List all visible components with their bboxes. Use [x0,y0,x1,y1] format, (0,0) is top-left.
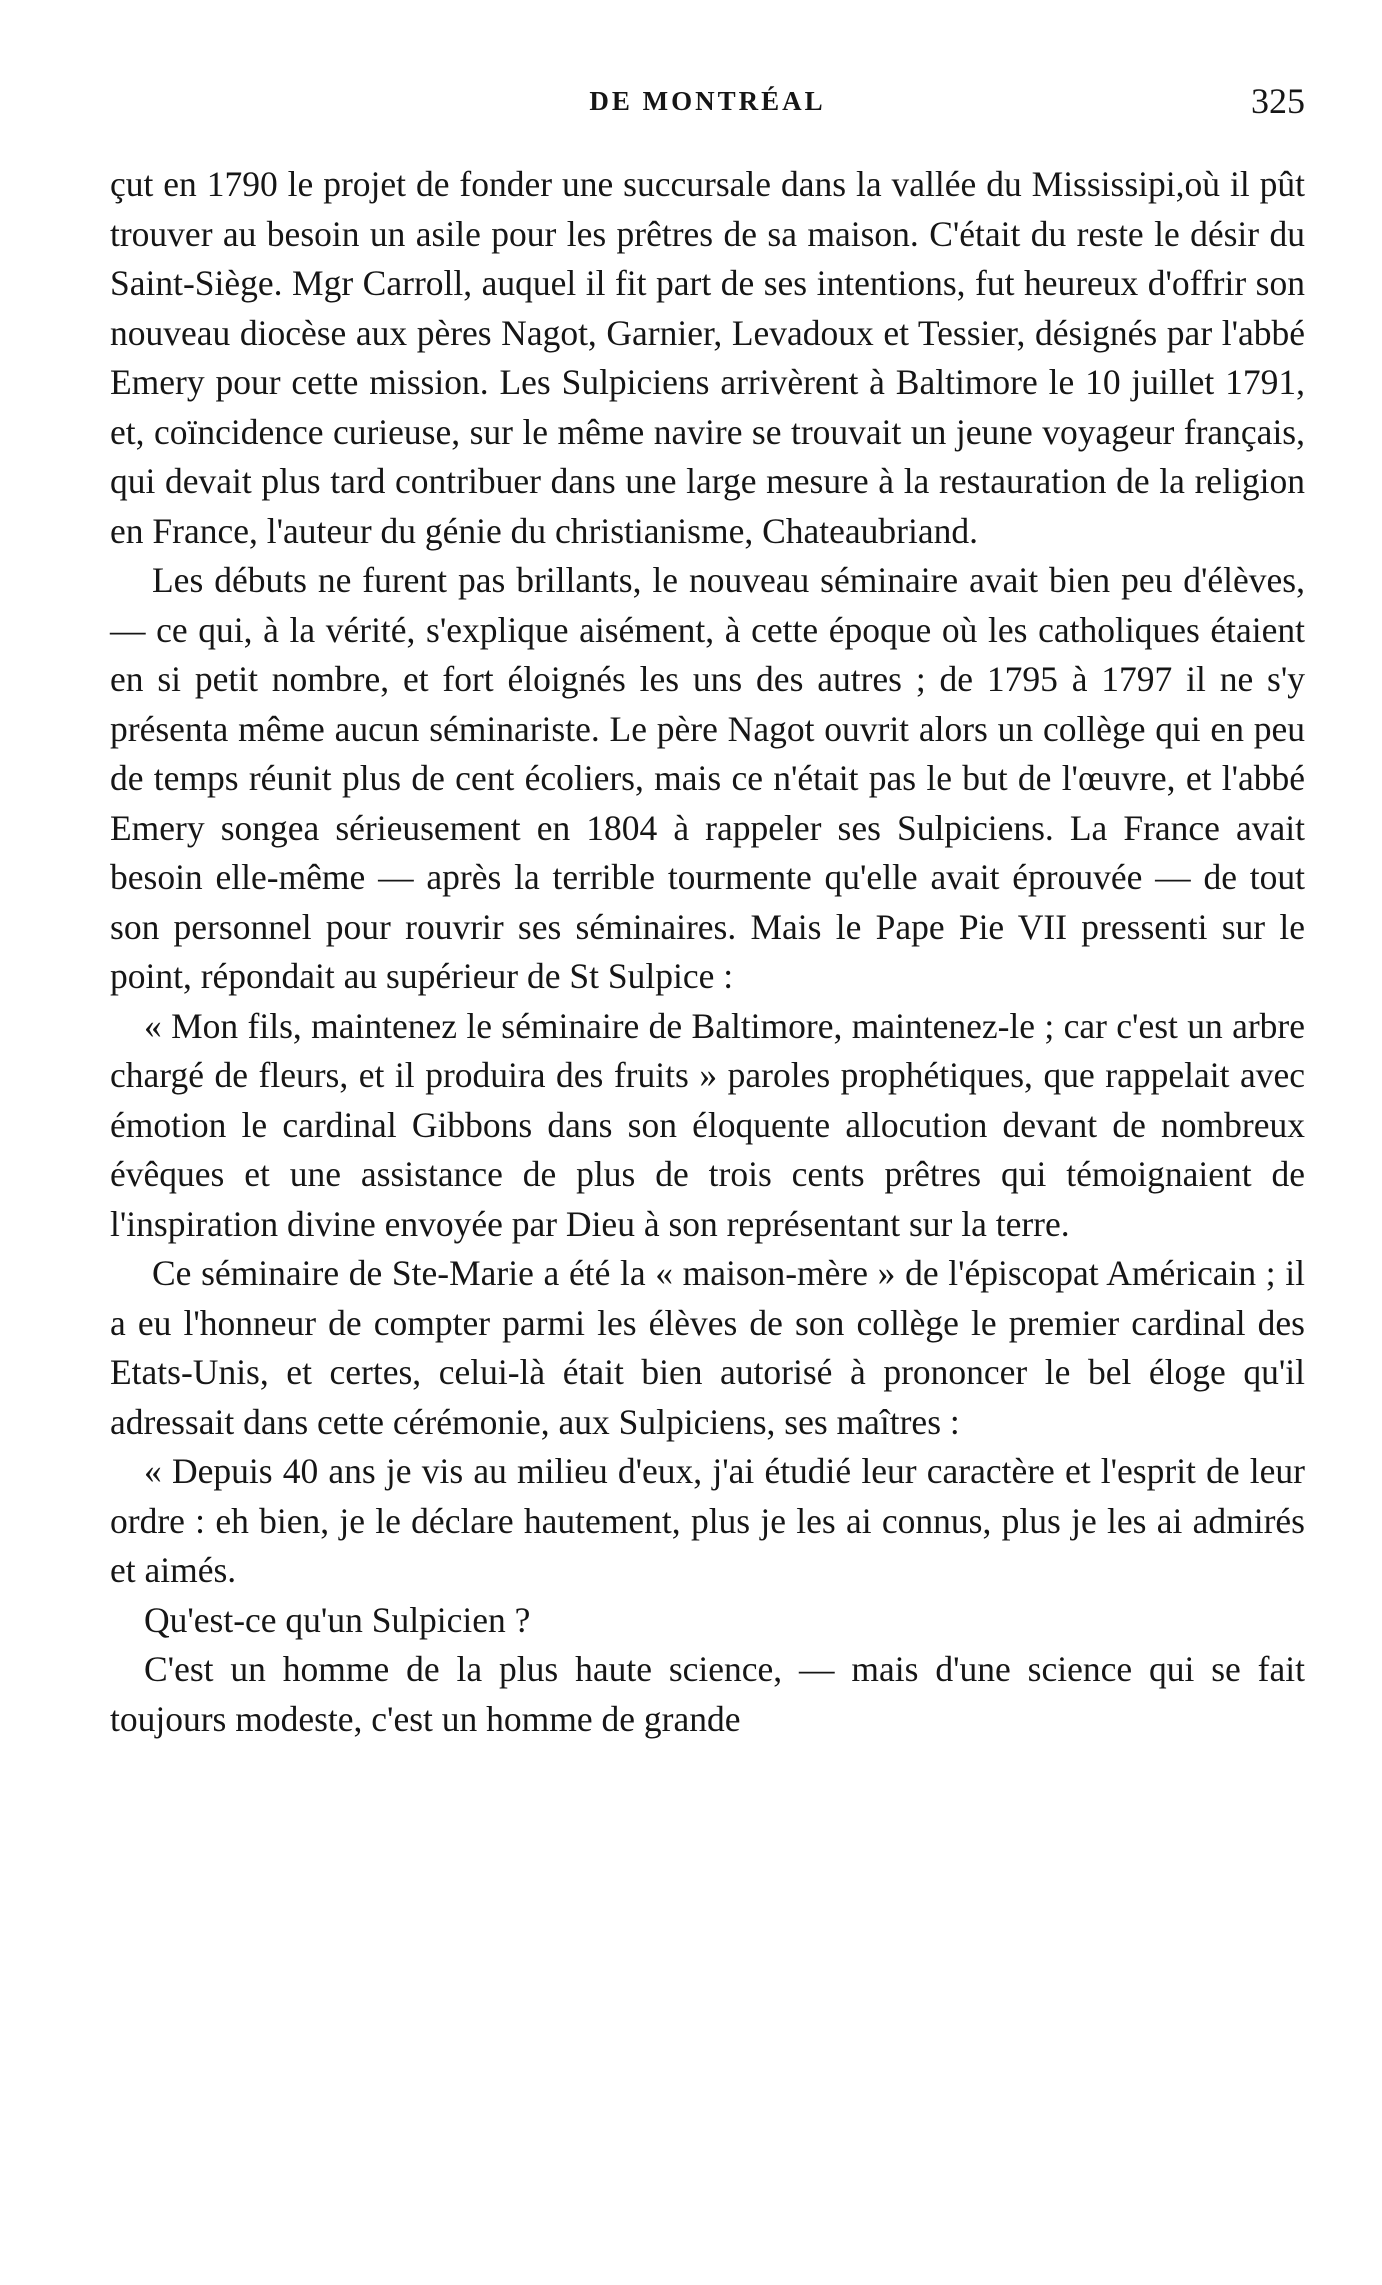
paragraph-answer: C'est un homme de la plus haute science, — mais d'une science qui se fait toujours modeste, c'est un homme de grande [110,1649,1305,1739]
paragraph-seminaire: Ce séminaire de Ste-Marie a été la « maison-mère » de l'épiscopat Américain ; il a eu l'honneur de compter parmi les élèves de son collège le premier cardinal des Etats-Unis, et certes, celui-là était bien autorisé à prononcer le bel éloge qu'il adressait dans cette cérémonie, aux Sulpiciens, ses maîtres : [110,1253,1305,1442]
paragraph-pope-quote: « Mon fils, maintenez le séminaire de Baltimore, maintenez-le ; car c'est un arbre chargé de fleurs, et il produira des fruits » paroles prophétiques, que rappelait avec émotion le cardinal Gibbons dans son éloquente allocution devant de nombreux évêques et une assistance de plus de trois cents prêtres qui témoignaient de l'inspiration divine envoyée par Dieu à son représentant sur la terre. [110,1005,1305,1244]
page-number: 325 [1251,81,1305,121]
paragraph-continuation: çut en 1790 le projet de fonder une succursale dans la vallée du Mississipi,où il pût trouver au besoin un asile pour les prêtres de sa maison. C'était du reste le désir du Saint-Siège. Mgr Carroll, auquel il fit part de ses intentions, fut heureux d'offrir son nouveau diocèse aux pères Nagot, Garnier, Levadoux et Tessier, désignés par l'abbé Emery pour cette mission. Les Sulpiciens arrivèrent à Baltimore le 10 juillet 1791, et, coïncidence curieuse, sur le même navire se trouvait un jeune voyageur français, qui devait plus tard contribuer dans une large mesure à la restauration de la religion en France, l'auteur du génie du christianisme, Chateaubriand. [110,164,1305,551]
paragraph-question: Qu'est-ce qu'un Sulpicien ? [144,1599,531,1640]
paragraph-debuts: Les débuts ne furent pas brillants, le nouveau séminaire avait bien peu d'élèves, — ce qui, à la vérité, s'explique aisément, à cette époque où les catholiques étaient en si petit nombre, et fort éloignés les uns des autres ; de 1795 à 1797 il ne s'y présenta même aucun séminariste. Le père Nagot ouvrit alors un collège qui en peu de temps réunit plus de cent écoliers, mais ce n'était pas le but de l'œuvre, et l'abbé Emery songea sérieusement en 1804 à rappeler ses Sulpiciens. La France avait besoin elle-même — après la terrible tourmente qu'elle avait éprouvée — de tout son personnel pour rouvrir ses séminaires. Mais le Pape Pie VII pressenti sur le point, répondait au supérieur de St Sulpice : [110,560,1305,996]
paragraph-gibbons-quote: « Depuis 40 ans je vis au milieu d'eux, j'ai étudié leur caractère et l'esprit de leur ordre : eh bien, je le déclare hautement, plus je les ai connus, plus je les ai admirés et aimés. [110,1451,1305,1590]
running-title: DE MONTRÉAL [589,86,826,116]
body-text [110,160,1305,1744]
running-head [110,81,1305,126]
